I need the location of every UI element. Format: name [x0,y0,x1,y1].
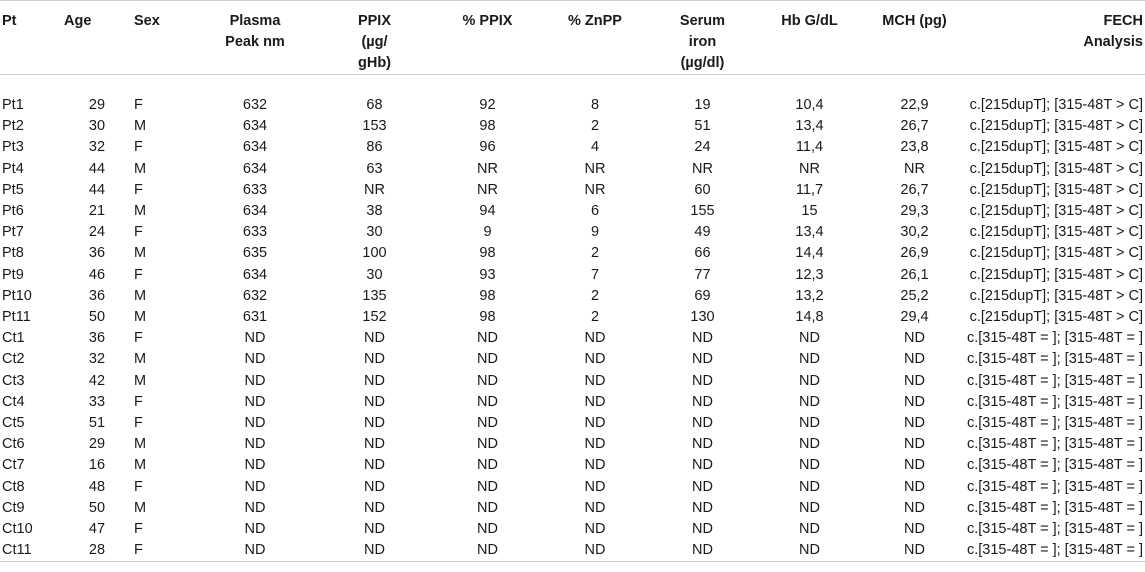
cell-age: 44 [88,181,106,198]
cell-ppix: ND [364,330,385,347]
cell-sex: M [134,499,147,516]
cell-pct-ppix: ND [477,330,498,347]
cell-hb: ND [799,351,820,368]
cell-age: 30 [88,118,106,135]
cell-serum-iron: 49 [694,224,711,241]
cell-age: 46 [88,266,106,283]
cell-pt: Ct1 [2,330,25,347]
cell-ppix: 38 [366,203,383,220]
cell-pct-ppix: ND [433,540,542,562]
cell-pct-ppix: 93 [479,266,496,283]
cell-hb: NR [799,160,820,177]
cell-pct-ppix: 98 [479,245,496,262]
cell-age: 21 [88,203,106,220]
cell-hb: ND [799,330,820,347]
cell-serum-iron: 69 [694,287,711,304]
cell-pct-ppix: ND [477,478,498,495]
cell-serum-iron: 66 [694,245,711,262]
cell-pt: Pt3 [2,139,24,156]
cell-pt: Pt11 [2,309,31,326]
cell-pt: Ct6 [2,436,25,453]
cell-plasma-peak: 635 [242,245,268,262]
cell-plasma-peak: ND [244,330,266,347]
cell-mch: 26,7 [900,181,929,198]
cell-ppix: 30 [366,266,383,283]
table-row [0,159,1145,180]
cell-serum-iron: ND [692,351,713,368]
cell-mch: ND [904,436,925,453]
table-row [0,519,1145,540]
cell-mch: 26,7 [900,118,929,135]
cell-sex: M [134,160,147,177]
cell-pt: Pt1 [2,97,24,113]
cell-ppix: 152 [362,309,387,326]
cell-ppix: ND [364,499,385,516]
header-row [0,1,1145,75]
cell-pct-znpp: ND [584,415,606,432]
cell-pt: Pt4 [2,160,24,177]
cell-serum-iron: ND [692,478,713,495]
cell-pt: Ct5 [2,415,25,432]
cell-plasma-peak: ND [244,415,266,432]
table-body [0,75,1145,562]
cell-pt: Ct8 [2,478,25,495]
cell-pct-znpp: 2 [590,309,600,326]
cell-fech-analysis: c.[315-48T = ]; [315-48T = ] [967,393,1143,410]
cell-pct-ppix: ND [477,351,498,368]
cell-sex: M [134,309,147,326]
cell-mch: ND [904,393,925,410]
cell-sex: M [134,287,147,304]
cell-ppix: ND [364,351,385,368]
cell-plasma-peak: ND [244,436,266,453]
column-header-ppix: PPIX (µg/ gHb) [316,1,433,75]
cell-age: 36 [88,245,106,262]
table-row [0,328,1145,349]
cell-age: 32 [88,139,106,156]
cell-hb: 14,8 [795,309,824,326]
cell-serum-iron: 155 [690,203,715,220]
cell-sex: F [134,224,143,241]
cell-pt: Ct7 [2,457,25,474]
cell-hb: ND [799,372,820,389]
cell-plasma-peak: 633 [242,181,268,198]
cell-mch: 30,2 [900,224,929,241]
cell-fech-analysis: c.[215dupT]; [315-48T > C] [969,118,1143,135]
cell-pct-znpp: ND [584,499,606,516]
cell-hb: ND [799,478,820,495]
cell-pct-ppix: ND [477,415,498,432]
cell-plasma-peak: 634 [242,203,268,220]
cell-serum-iron: ND [692,393,713,410]
cell-pct-znpp: 2 [590,118,600,135]
table-row [0,455,1145,476]
cell-ppix: 153 [362,118,387,135]
cell-pct-znpp: 2 [590,287,600,304]
table-row [0,498,1145,519]
cell-age: 36 [88,287,106,304]
cell-ppix: 30 [366,224,383,241]
table-row [0,243,1145,264]
cell-sex: F [134,415,143,432]
cell-mch: ND [904,351,925,368]
cell-fech-analysis: c.[315-48T = ]; [315-48T = ] [967,330,1143,347]
cell-pct-znpp: 8 [590,97,600,113]
cell-sex: M [134,351,147,368]
cell-ppix: ND [364,372,385,389]
cell-ppix: ND [364,393,385,410]
cell-plasma-peak: 632 [242,287,268,304]
cell-mch: 26,9 [900,245,929,262]
cell-hb: 13,2 [795,287,824,304]
cell-ppix: 135 [362,287,387,304]
cell-pct-ppix: 92 [479,97,496,113]
column-header-plasma-peak: Plasma Peak nm [194,1,316,75]
cell-fech-analysis: c.[215dupT]; [315-48T > C] [969,160,1143,177]
cell-hb: ND [757,540,862,562]
cell-pt: Pt8 [2,245,24,262]
cell-sex: F [134,139,143,156]
cell-ppix: NR [364,181,385,198]
cell-plasma-peak: 634 [242,266,268,283]
cell-ppix: ND [364,436,385,453]
cell-pct-znpp: ND [584,457,606,474]
cell-fech-analysis: c.[215dupT]; [315-48T > C] [969,266,1143,283]
cell-plasma-peak: ND [244,351,266,368]
cell-pct-ppix: ND [477,393,498,410]
cell-serum-iron: ND [692,521,713,538]
cell-pct-ppix: 98 [479,287,496,304]
cell-serum-iron: ND [692,372,713,389]
cell-sex: F [134,330,143,347]
cell-serum-iron: ND [692,499,713,516]
cell-pt: Pt2 [2,118,24,135]
cell-sex: F [134,393,143,410]
cell-age: 48 [88,478,106,495]
cell-hb: 15 [801,203,818,220]
cell-pct-ppix: 94 [479,203,496,220]
cell-age: 36 [88,330,106,347]
cell-pct-znpp: NR [584,181,606,198]
column-header-fech-analysis: FECH Analysis [967,1,1145,75]
cell-plasma-peak: ND [244,499,266,516]
cell-ppix: 100 [362,245,387,262]
cell-age: 29 [88,97,106,113]
table-row [0,222,1145,243]
table-row [0,307,1145,328]
table-row [0,413,1145,434]
cell-hb: ND [799,393,820,410]
cell-fech-analysis: c.[215dupT]; [315-48T > C] [969,224,1143,241]
cell-plasma-peak: 631 [242,309,268,326]
cell-ppix: ND [316,540,433,562]
cell-sex: F [134,97,143,113]
cell-mch: 22,9 [900,97,929,113]
cell-sex: F [134,521,143,538]
cell-plasma-peak: ND [244,478,266,495]
cell-mch: ND [904,372,925,389]
cell-plasma-peak: ND [244,393,266,410]
cell-pct-znpp: ND [584,436,606,453]
cell-age: 42 [88,372,106,389]
cell-sex: F [134,181,143,198]
cell-mch: NR [904,160,925,177]
column-header-pct-ppix: % PPIX [433,1,542,75]
cell-plasma-peak: ND [194,540,316,562]
cell-fech-analysis: c.[315-48T = ]; [315-48T = ] [967,521,1143,538]
table-row [0,75,1145,117]
cell-plasma-peak: ND [244,521,266,538]
cell-mch: ND [904,457,925,474]
cell-mch: 25,2 [900,287,929,304]
cell-pt: Ct3 [2,372,25,389]
cell-mch: 26,1 [900,266,929,283]
cell-pt: Pt5 [2,181,24,198]
column-header-sex: Sex [132,1,194,75]
cell-mch: ND [904,499,925,516]
cell-pt: Ct2 [2,351,25,368]
cell-hb: 11,4 [795,139,824,156]
cell-hb: 13,4 [795,118,824,135]
cell-age: 51 [88,415,106,432]
cell-sex: F [134,266,143,283]
cell-pct-znpp: ND [584,393,606,410]
cell-ppix: ND [364,521,385,538]
cell-age: 24 [88,224,106,241]
cell-pct-znpp: ND [584,521,606,538]
cell-plasma-peak: 634 [242,139,268,156]
cell-serum-iron: 19 [694,97,711,113]
cell-mch: 29,4 [900,309,929,326]
cell-pct-znpp: ND [542,540,648,562]
cell-sex: M [134,245,147,262]
cell-age: 28 [62,540,132,562]
cell-serum-iron: 60 [694,181,711,198]
cell-serum-iron: ND [648,540,757,562]
cell-pct-ppix: ND [477,499,498,516]
table-row [0,137,1145,158]
cell-pct-znpp: ND [584,478,606,495]
cell-ppix: 63 [366,160,383,177]
column-header-hb: Hb G/dL [757,1,862,75]
cell-pt: Ct11 [0,540,62,562]
table-row [0,116,1145,137]
cell-pt: Pt6 [2,203,24,220]
cell-sex: F [134,478,143,495]
cell-serum-iron: 77 [694,266,711,283]
cell-pct-znpp: 9 [590,224,600,241]
cell-pt: Pt9 [2,266,24,283]
cell-sex: M [134,203,147,220]
cell-pt: Ct4 [2,393,25,410]
cell-hb: ND [799,436,820,453]
table-row [0,540,1145,562]
cell-age: 50 [88,309,106,326]
cell-pct-ppix: 96 [479,139,496,156]
cell-pct-znpp: NR [584,160,606,177]
cell-sex: M [134,457,147,474]
cell-serum-iron: 130 [690,309,715,326]
cell-pct-znpp: ND [584,330,606,347]
cell-fech-analysis: c.[315-48T = ]; [315-48T = ] [967,457,1143,474]
cell-age: 29 [88,436,106,453]
cell-ppix: ND [364,415,385,432]
cell-pt: Ct9 [2,499,25,516]
column-header-pct-znpp: % ZnPP [542,1,648,75]
table-row [0,201,1145,222]
cell-pct-ppix: ND [477,372,498,389]
cell-fech-analysis: c.[215dupT]; [315-48T > C] [969,309,1143,326]
cell-pct-znpp: ND [584,351,606,368]
cell-hb: 13,4 [795,224,824,241]
cell-fech-analysis: c.[215dupT]; [315-48T > C] [969,203,1143,220]
cell-mch: 23,8 [900,139,929,156]
cell-fech-analysis: c.[315-48T = ]; [315-48T = ] [967,499,1143,516]
cell-plasma-peak: ND [244,457,266,474]
column-header-serum-iron: Serum iron (µg/dl) [648,1,757,75]
cell-pct-znpp: 2 [590,245,600,262]
table-row [0,180,1145,201]
cell-serum-iron: ND [692,415,713,432]
cell-pct-ppix: NR [477,160,498,177]
cell-pct-ppix: ND [477,457,498,474]
cell-serum-iron: NR [692,160,713,177]
cell-fech-analysis: c.[315-48T = ]; [315-48T = ] [967,540,1145,562]
cell-fech-analysis: c.[215dupT]; [315-48T > C] [969,287,1143,304]
table-row [0,477,1145,498]
cell-sex: F [132,540,194,562]
cell-mch: ND [904,521,925,538]
cell-serum-iron: ND [692,436,713,453]
cell-age: 16 [88,457,106,474]
cell-sex: M [134,436,147,453]
cell-pct-znpp: 7 [590,266,600,283]
table-row [0,434,1145,455]
cell-mch: ND [904,478,925,495]
cell-pct-znpp: 6 [590,203,600,220]
cell-mch: 29,3 [900,203,929,220]
cell-hb: 11,7 [795,181,824,198]
cell-pct-ppix: NR [477,181,498,198]
cell-plasma-peak: 632 [242,97,268,113]
cell-fech-analysis: c.[315-48T = ]; [315-48T = ] [967,436,1143,453]
table-header [0,1,1145,75]
table-row [0,286,1145,307]
cell-age: 33 [88,393,106,410]
cell-age: 44 [88,160,106,177]
cell-mch: ND [904,415,925,432]
cell-hb: ND [799,499,820,516]
cell-pt: Pt10 [2,287,32,304]
cell-plasma-peak: 633 [242,224,268,241]
cell-age: 32 [88,351,106,368]
cell-fech-analysis: c.[215dupT]; [315-48T > C] [969,97,1143,113]
cell-mch: ND [904,330,925,347]
cell-pt: Ct10 [2,521,33,538]
cell-hb: ND [799,521,820,538]
cell-sex: M [134,372,147,389]
cell-age: 47 [88,521,106,538]
cell-plasma-peak: 634 [242,160,268,177]
cell-serum-iron: 51 [694,118,711,135]
cell-pct-ppix: ND [477,521,498,538]
column-header-age: Age [62,1,132,75]
table-row [0,349,1145,370]
cell-pct-ppix: 9 [483,224,492,241]
cell-fech-analysis: c.[315-48T = ]; [315-48T = ] [967,351,1143,368]
cell-ppix: 86 [366,139,383,156]
table-row [0,265,1145,286]
cell-pct-ppix: 98 [479,118,496,135]
cell-ppix: ND [364,457,385,474]
cell-fech-analysis: c.[315-48T = ]; [315-48T = ] [967,415,1143,432]
table-row [0,371,1145,392]
cell-hb: 12,3 [795,266,824,283]
cell-pt: Pt7 [2,224,24,241]
table-row [0,392,1145,413]
cell-pct-ppix: ND [477,436,498,453]
cell-serum-iron: 24 [694,139,711,156]
cell-serum-iron: ND [692,330,713,347]
cell-hb: 14,4 [795,245,824,262]
cell-fech-analysis: c.[215dupT]; [315-48T > C] [969,139,1143,156]
cell-plasma-peak: 634 [242,118,268,135]
cell-ppix: 68 [366,97,383,113]
cell-fech-analysis: c.[315-48T = ]; [315-48T = ] [967,478,1143,495]
column-header-pt: Pt [0,1,62,75]
cell-pct-ppix: 98 [479,309,496,326]
cell-hb: ND [799,457,820,474]
cell-plasma-peak: ND [244,372,266,389]
cell-age: 50 [88,499,106,516]
column-header-mch: MCH (pg) [862,1,967,75]
cell-sex: M [134,118,147,135]
cell-fech-analysis: c.[215dupT]; [315-48T > C] [969,181,1143,198]
cell-hb: 10,4 [795,97,824,113]
cell-serum-iron: ND [692,457,713,474]
cell-hb: ND [799,415,820,432]
cell-fech-analysis: c.[315-48T = ]; [315-48T = ] [967,372,1143,389]
cell-pct-znpp: 4 [590,139,600,156]
cell-ppix: ND [364,478,385,495]
cell-pct-znpp: ND [584,372,606,389]
cell-fech-analysis: c.[215dupT]; [315-48T > C] [969,245,1143,262]
cell-mch: ND [862,540,967,562]
